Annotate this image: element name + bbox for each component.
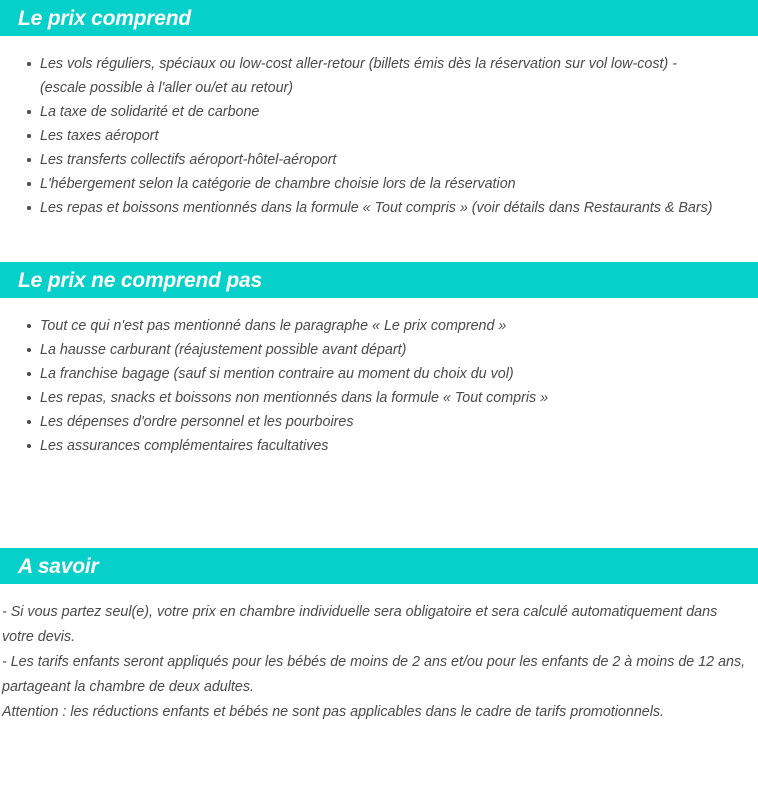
list-item xyxy=(0,124,758,148)
bullet-icon xyxy=(27,396,31,400)
list-item-text: La taxe de solidarité et de carbone xyxy=(40,104,260,120)
section-body-a-savoir xyxy=(0,600,758,725)
list-item xyxy=(0,196,758,220)
bullet-icon xyxy=(27,62,31,66)
list-item xyxy=(0,338,758,362)
list-item-text: Les repas, snacks et boissons non mentionnés dans la formule « Tout compris » xyxy=(40,390,549,406)
section-title: A savoir xyxy=(18,554,99,578)
bullet-icon xyxy=(27,158,31,162)
section-header-a-savoir xyxy=(0,548,758,584)
list-item-text: Les assurances complémentaires facultatives xyxy=(40,438,329,454)
list-item-text: La franchise bagage (sauf si mention contraire au moment du choix du vol) xyxy=(40,366,514,382)
bullet-icon xyxy=(27,110,31,114)
section-title: Le prix ne comprend pas xyxy=(18,268,262,292)
note-paragraph: - Si vous partez seul(e), votre prix en chambre individuelle sera obligatoire et sera calculé automatiquement dans votre devis. xyxy=(2,604,718,645)
list-item xyxy=(0,362,758,386)
list-item-text: Les transferts collectifs aéroport-hôtel-aéroport xyxy=(40,152,337,168)
list-item-text: Les taxes aéroport xyxy=(40,128,159,144)
list-item xyxy=(0,172,758,196)
list-item-text: Les dépenses d'ordre personnel et les pourboires xyxy=(40,414,354,430)
bullet-icon xyxy=(27,206,31,210)
section-body-le-prix-comprend xyxy=(0,52,758,220)
bullet-icon xyxy=(27,444,31,448)
bullet-icon xyxy=(27,324,31,328)
section-title: Le prix comprend xyxy=(18,6,192,30)
list-item-text: Tout ce qui n'est pas mentionné dans le paragraphe « Le prix comprend » xyxy=(40,318,507,334)
bullet-icon xyxy=(27,420,31,424)
list-item-text: La hausse carburant (réajustement possible avant départ) xyxy=(40,342,407,358)
included-list xyxy=(0,52,758,220)
spacer xyxy=(0,220,758,262)
list-item xyxy=(0,410,758,434)
note-paragraph: - Les tarifs enfants seront appliqués pour les bébés de moins de 2 ans et/ou pour les enfants de 2 à moins de 12 ans, partageant la chambre de deux adultes. xyxy=(2,654,746,695)
list-item xyxy=(0,434,758,458)
spacer xyxy=(0,298,758,314)
note-paragraph: Attention : les réductions enfants et bébés ne sont pas applicables dans le cadre de tarifs promotionnels. xyxy=(2,704,665,720)
spacer xyxy=(0,584,758,600)
list-item xyxy=(0,386,758,410)
excluded-list xyxy=(0,314,758,458)
list-item xyxy=(0,100,758,124)
bullet-icon xyxy=(27,348,31,352)
list-item xyxy=(0,148,758,172)
section-header-le-prix-comprend xyxy=(0,0,758,36)
bullet-icon xyxy=(27,134,31,138)
list-item xyxy=(0,314,758,338)
list-item-text: L'hébergement selon la catégorie de chambre choisie lors de la réservation xyxy=(40,176,516,192)
list-item-text: Les vols réguliers, spéciaux ou low-cost aller-retour (billets émis dès la réservation sur vol low-cost) - (escale possible à l'aller ou/et au retour) xyxy=(40,56,677,96)
spacer xyxy=(0,36,758,52)
bullet-icon xyxy=(27,182,31,186)
list-item xyxy=(0,52,758,100)
list-item-text: Les repas et boissons mentionnés dans la formule « Tout compris » (voir détails dans Restaurants & Bars) xyxy=(40,200,713,216)
bullet-icon xyxy=(27,372,31,376)
section-body-le-prix-ne-comprend-pas xyxy=(0,314,758,458)
spacer xyxy=(0,458,758,548)
section-header-le-prix-ne-comprend-pas xyxy=(0,262,758,298)
